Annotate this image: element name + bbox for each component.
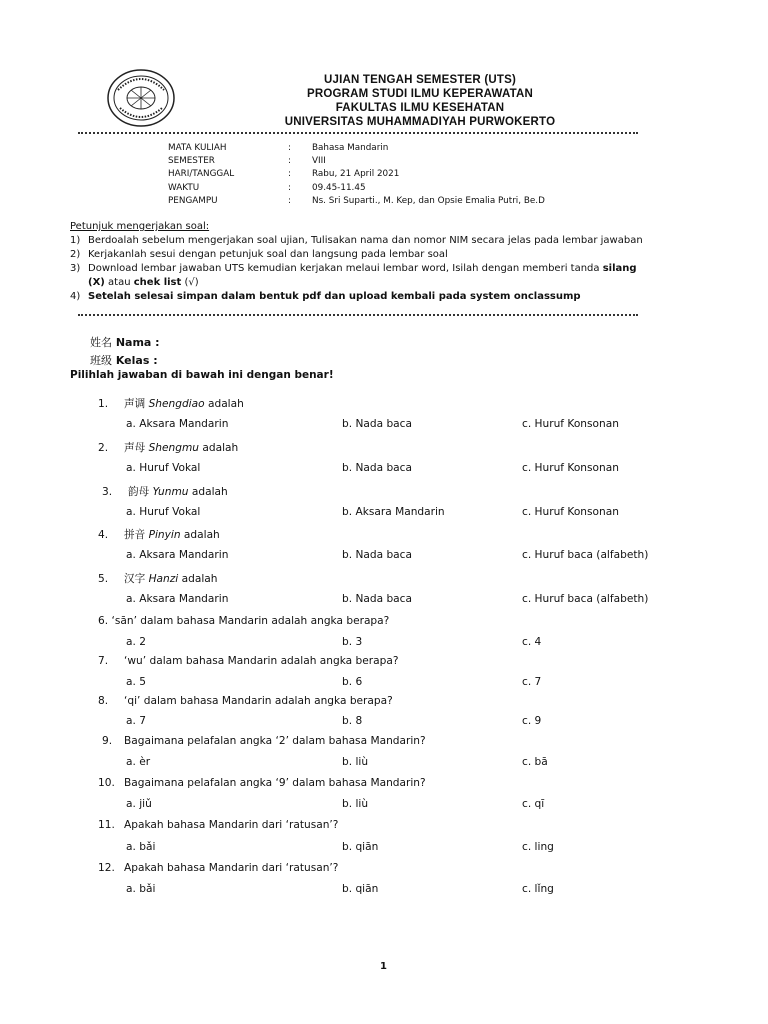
option-a[interactable]: a. Aksara Mandarin [126, 418, 229, 430]
option-b[interactable]: b. Nada baca [342, 549, 412, 561]
option-b[interactable]: b. 8 [342, 715, 363, 727]
header-line: FAKULTAS ILMU KESEHATAN [335, 102, 505, 114]
option-b[interactable]: b. qiān [342, 883, 379, 895]
option-a[interactable]: a. bǎi [126, 883, 156, 895]
option-a[interactable]: a. bǎi [126, 841, 156, 853]
instruction-item: Berdoalah sebelum mengerjakan soal ujian, Tulisakan nama dan nomor NIM secara jelas pada lembar jawaban [88, 235, 643, 246]
info-value: VIII [312, 156, 326, 167]
option-a[interactable]: a. jiǔ [126, 798, 152, 810]
option-b[interactable]: b. Nada baca [342, 418, 412, 430]
option-c[interactable]: c. Huruf Konsonan [522, 462, 619, 474]
info-row: MATA KULIAH : Bahasa Mandarin [168, 142, 545, 155]
option-c[interactable]: c. Huruf Konsonan [522, 506, 619, 518]
info-value: Bahasa Mandarin [312, 143, 389, 153]
option-c[interactable]: c. Huruf Konsonan [522, 418, 619, 430]
option-a[interactable]: a. 5 [126, 676, 146, 688]
question-4: 4. 拼音 Pinyin adalah [98, 529, 220, 541]
option-b[interactable]: b. liù [342, 798, 369, 810]
info-key: MATA KULIAH [168, 143, 227, 153]
option-c[interactable]: c. bā [522, 756, 548, 768]
option-a[interactable]: a. Aksara Mandarin [126, 593, 229, 605]
info-row: HARI/TANGGAL : Rabu, 21 April 2021 [168, 168, 545, 181]
option-a[interactable]: a. Huruf Vokal [126, 506, 201, 518]
question-10: 10. Bagaimana pelafalan angka ‘9’ dalam bahasa Mandarin? [98, 777, 426, 789]
option-a[interactable]: a. èr [126, 756, 151, 768]
option-b[interactable]: b. Nada baca [342, 462, 412, 474]
question-9: 9. Bagaimana pelafalan angka ‘2’ dalam bahasa Mandarin? [102, 735, 426, 747]
info-key: WAKTU [168, 182, 200, 193]
instructions: Petunjuk mengerjakan soal: 1) Berdoalah sebelum mengerjakan soal ujian, Tulisakan nama dan nomor NIM secara jelas pada lembar jawaban 2) Kerjakanlah sesui dengan petunjuk soal dan langsung pada lembar soal 3) Download lembar jawaban UTS kemudian kerjakan melaui lembar word, Isilah dengan memberi tanda silang (X) atau chek list (√) 4) Setelah selesai simpan dalam bentuk pdf dan upload kembali pada system onclassump [70, 220, 710, 304]
instruction-item: Setelah selesai simpan dalam bentuk pdf dan upload kembali pada system onclassump [88, 291, 581, 302]
question-2: 2. 声母 Shengmu adalah [98, 442, 239, 454]
question-12: 12. Apakah bahasa Mandarin dari ‘ratusan’? [98, 862, 339, 874]
instructions-title: Petunjuk mengerjakan soal: [70, 221, 210, 232]
question-5: 5. 汉字 Hanzi adalah [98, 573, 218, 585]
option-b[interactable]: b. Aksara Mandarin [342, 506, 445, 518]
name-label: 姓名 Nama : [90, 336, 160, 349]
question-8: 8. ‘qi’ dalam bahasa Mandarin adalah angka berapa? [98, 695, 393, 707]
option-a[interactable]: a. 7 [126, 715, 146, 727]
exam-info-table [168, 142, 545, 208]
header-line: UNIVERSITAS MUHAMMADIYAH PURWOKERTO [284, 116, 556, 128]
header-line: PROGRAM STUDI ILMU KEPERAWATAN [307, 88, 533, 100]
university-seal-logo [106, 68, 176, 128]
question-6: 6. ‘sān’ dalam bahasa Mandarin adalah angka berapa? [98, 615, 390, 627]
info-value: Ns. Sri Suparti., M. Kep, dan Opsie Emalia Putri, Be.D [312, 195, 545, 206]
option-b[interactable]: b. qiān [342, 841, 379, 853]
info-row: SEMESTER : VIII [168, 155, 545, 168]
instruction-item: Download lembar jawaban UTS kemudian kerjakan melaui lembar word, Isilah dengan memberi tanda silang (X) atau chek list (√) [88, 263, 637, 288]
option-b[interactable]: b. 3 [342, 636, 363, 648]
info-key: HARI/TANGGAL [168, 169, 235, 180]
option-c[interactable]: c. Huruf baca (alfabeth) [522, 549, 649, 561]
option-b[interactable]: b. 6 [342, 676, 363, 688]
option-b[interactable]: b. Nada baca [342, 593, 412, 605]
info-row: PENGAMPU : Ns. Sri Suparti., M. Kep, dan Opsie Emalia Putri, Be.D [168, 195, 545, 208]
header-line: UJIAN TENGAH SEMESTER (UTS) [324, 74, 516, 86]
info-key: PENGAMPU [168, 195, 218, 206]
info-value: 09.45-11.45 [312, 182, 366, 193]
question-1: 1. 声调 Shengdiao adalah [98, 398, 244, 410]
class-label: 班级 Kelas : [90, 354, 158, 367]
info-key: SEMESTER [168, 156, 215, 167]
question-11: 11. Apakah bahasa Mandarin dari ‘ratusan’? [98, 819, 339, 831]
question-3: 3. 韵母 Yunmu adalah [102, 486, 228, 498]
option-c[interactable]: c. Huruf baca (alfabeth) [522, 593, 649, 605]
question-7: 7. ‘wu’ dalam bahasa Mandarin adalah angka berapa? [98, 655, 399, 667]
page-number: 1 [380, 961, 387, 972]
section-instruction: Pilihlah jawaban di bawah ini dengan benar! [70, 369, 334, 381]
option-c[interactable]: c. qī [522, 798, 545, 810]
option-c[interactable]: c. 4 [522, 636, 542, 648]
option-a[interactable]: a. Huruf Vokal [126, 462, 201, 474]
dotted-divider [78, 132, 638, 134]
info-value: Rabu, 21 April 2021 [312, 169, 400, 180]
dotted-divider [78, 314, 638, 316]
option-a[interactable]: a. 2 [126, 636, 146, 648]
option-c[interactable]: c. 9 [522, 715, 542, 727]
instruction-item: Kerjakanlah sesui dengan petunjuk soal dan langsung pada lembar soal [88, 249, 448, 260]
option-c[interactable]: c. 7 [522, 676, 542, 688]
option-c[interactable]: c. ling [522, 841, 554, 853]
option-a[interactable]: a. Aksara Mandarin [126, 549, 229, 561]
option-b[interactable]: b. liù [342, 756, 369, 768]
option-c[interactable]: c. lǐng [522, 883, 554, 895]
info-row: WAKTU : 09.45-11.45 [168, 182, 545, 195]
exam-header [200, 73, 640, 129]
